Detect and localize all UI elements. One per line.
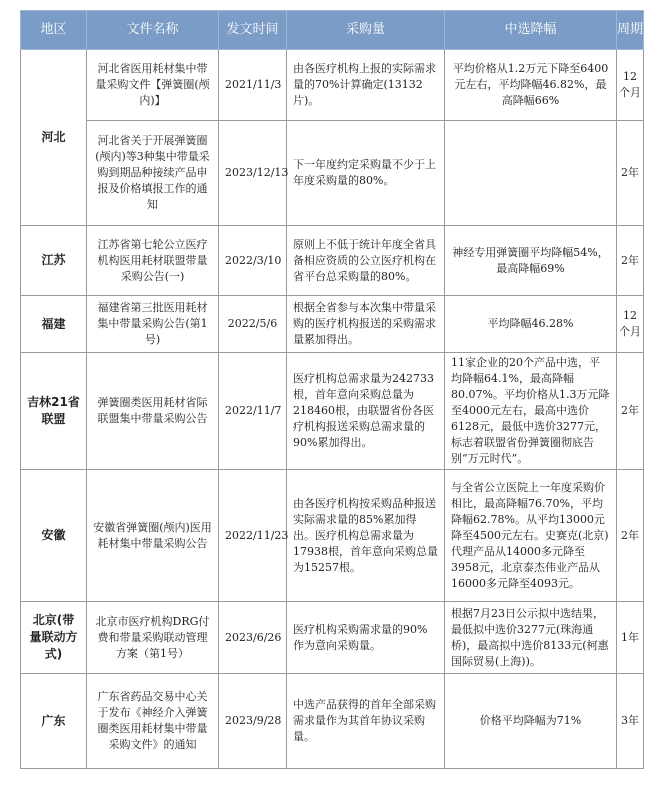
quantity-cell: 由各医疗机构上报的实际需求量的70%计算确定(13132片)。 (287, 50, 445, 121)
cycle-cell: 12个月 (617, 50, 644, 121)
quantity-cell: 医疗机构采购需求量的90%作为意向采购量。 (287, 602, 445, 674)
document-cell: 弹簧圈类医用耗材省际联盟集中带量采购公告 (87, 353, 219, 470)
table-row (21, 50, 644, 121)
date-cell: 2022/3/10 (219, 226, 287, 296)
cycle-cell: 2年 (617, 353, 644, 470)
cycle-cell: 2年 (617, 226, 644, 296)
quantity-cell: 由各医疗机构按采购品种报送实际需求量的85%累加得出。医疗机构总需求量为17938根，首年意向采购总量为15257根。 (287, 470, 445, 602)
quantity-cell: 医疗机构总需求量为242733根，首年意向采购总量为218460根，由联盟省份各医疗机构报送采购总需求量的90%累加得出。 (287, 353, 445, 470)
header-quantity: 采购量 (287, 11, 445, 50)
decrease-cell: 神经专用弹簧圈平均降幅54%，最高降幅69% (445, 226, 617, 296)
date-cell: 2023/6/26 (219, 602, 287, 674)
table-row (21, 353, 644, 470)
date-cell: 2022/11/23 (219, 470, 287, 602)
region-cell: 福建 (21, 296, 87, 353)
decrease-cell: 平均降幅46.28% (445, 296, 617, 353)
document-cell: 广东省药品交易中心关于发布《神经介入弹簧圈类医用耗材集中带量采购文件》的通知 (87, 674, 219, 769)
date-cell: 2023/9/28 (219, 674, 287, 769)
quantity-cell: 中选产品获得的首年全部采购需求量作为其首年协议采购量。 (287, 674, 445, 769)
cycle-cell: 2年 (617, 470, 644, 602)
decrease-cell (445, 121, 617, 226)
cycle-cell: 1年 (617, 602, 644, 674)
document-cell: 河北省关于开展弹簧圈(颅内)等3种集中带量采购到期品种接续产品申报及价格填报工作的通知 (87, 121, 219, 226)
document-cell: 江苏省第七轮公立医疗机构医用耗材联盟带量采购公告(一) (87, 226, 219, 296)
header-decrease: 中选降幅 (445, 11, 617, 50)
header-date: 发文时间 (219, 11, 287, 50)
decrease-cell: 平均价格从1.2万元下降至6400元左右，平均降幅46.82%，最高降幅66% (445, 50, 617, 121)
decrease-cell: 根据7月23日公示拟中选结果，最低拟中选价3277元(珠海通桥)，最高拟中选价8133元(柯惠国际贸易(上海))。 (445, 602, 617, 674)
document-cell: 福建省第三批医用耗材集中带量采购公告(第1号) (87, 296, 219, 353)
table-row (21, 674, 644, 769)
date-cell: 2022/11/7 (219, 353, 287, 470)
table-row (21, 296, 644, 353)
quantity-cell: 根据全省参与本次集中带量采购的医疗机构报送的采购需求量累加得出。 (287, 296, 445, 353)
table-row (21, 470, 644, 602)
header-row (21, 11, 644, 50)
date-cell: 2021/11/3 (219, 50, 287, 121)
cycle-cell: 3年 (617, 674, 644, 769)
decrease-cell: 11家企业的20个产品中选，平均降幅64.1%，最高降幅80.07%。平均价格从1.3万元降至4000元左右，最高中选价6128元，最低中选价3277元，标志着联盟省份弹簧圈彻底告别“万元时代”。 (445, 353, 617, 470)
document-cell: 安徽省弹簧圈(颅内)医用耗材集中带量采购公告 (87, 470, 219, 602)
cycle-cell: 2年 (617, 121, 644, 226)
quantity-cell: 下一年度约定采购量不少于上年度采购量的80%。 (287, 121, 445, 226)
table-row (21, 226, 644, 296)
region-cell: 江苏 (21, 226, 87, 296)
region-cell: 广东 (21, 674, 87, 769)
header-document: 文件名称 (87, 11, 219, 50)
decrease-cell: 与全省公立医院上一年度采购价相比，最高降幅76.70%，平均降幅62.78%。从平均13000元降至4500元左右。史赛克(北京)代理产品从14000多元降至3958元，北京泰杰伟业产品从16000多元降至4093元。 (445, 470, 617, 602)
region-cell: 吉林21省联盟 (21, 353, 87, 470)
header-region: 地区 (21, 11, 87, 50)
region-cell: 北京(带量联动方式) (21, 602, 87, 674)
region-cell: 河北 (21, 50, 87, 226)
table-row (21, 602, 644, 674)
procurement-table (20, 10, 644, 769)
quantity-cell: 原则上不低于统计年度全省具备相应资质的公立医疗机构在省平台总采购量的80%。 (287, 226, 445, 296)
region-cell: 安徽 (21, 470, 87, 602)
date-cell: 2022/5/6 (219, 296, 287, 353)
document-cell: 北京市医疗机构DRG付费和带量采购联动管理方案（第1号） (87, 602, 219, 674)
date-cell: 2023/12/13 (219, 121, 287, 226)
document-cell: 河北省医用耗材集中带量采购文件【弹簧圈(颅内)】 (87, 50, 219, 121)
decrease-cell: 价格平均降幅为71% (445, 674, 617, 769)
header-cycle: 周期 (617, 11, 644, 50)
cycle-cell: 12个月 (617, 296, 644, 353)
table-row (21, 121, 644, 226)
